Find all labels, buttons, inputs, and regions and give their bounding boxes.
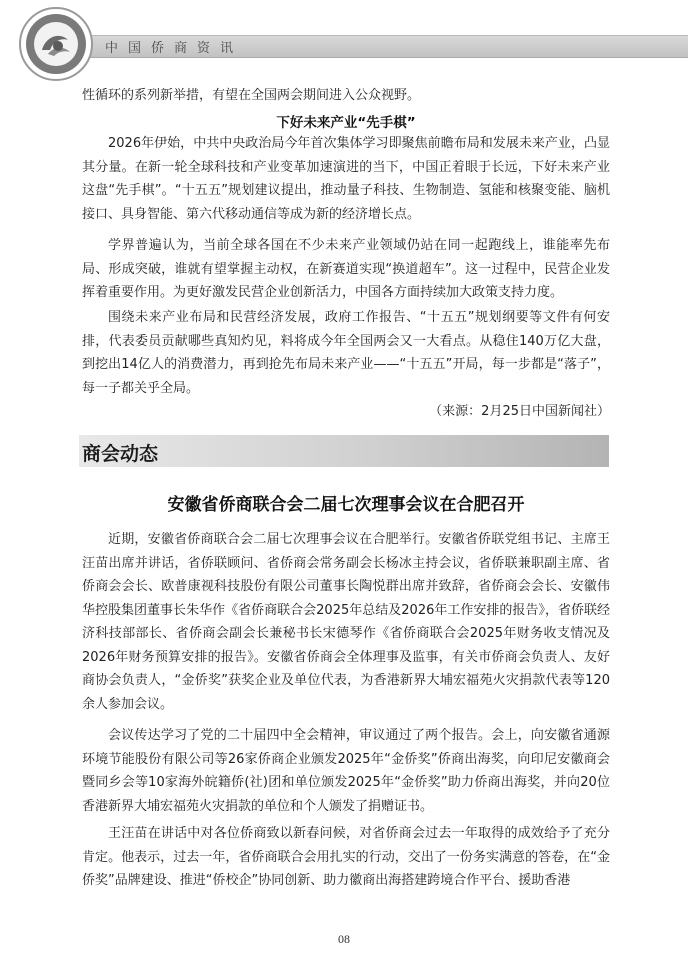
subsection-paragraph-3 [82, 306, 610, 424]
subsection-paragraph-2: 学界普遍认为，当前全球各国在不少未来产业领域仍站在同一起跑线上，谁能率先布局、形成突破，谁就有望掌握主动权，在新赛道实现“换道超车”。这一过程中，民营企业发挥着重要作用。为更好激发民营企业创新活力，中国各方面持续加大政策支持力度。 [82, 238, 610, 300]
article-title: 安徽省侨商联合会二届七次理事会议在合肥召开 [167, 495, 525, 515]
source-note: （来源：2月25日中国新闻社） [429, 404, 610, 419]
logo-emblem [18, 6, 94, 82]
header-title: 中国侨商资讯 [105, 41, 244, 56]
intro-line: 性循环的系列新举措，有望在全国两会期间进入公众视野。 [82, 88, 421, 103]
subsection-heading: 下好未来产业“先手棋” [276, 115, 416, 131]
section-title: 商会动态 [82, 443, 159, 465]
subsection-paragraph-1: 2026年伊始，中共中央政治局今年首次集体学习即聚焦前瞻布局和发展未来产业，凸显其分量。在新一轮全球科技和产业变革加速演进的当下，中国正着眼于长远，下好未来产业这盘“先手棋”。“十五五”规划建议提出，推动量子科技、生物制造、氢能和核聚变能、脑机接口、具身智能、第六代移动通信等成为新的经济增长点。 [82, 136, 610, 222]
page-number: 08 [338, 932, 350, 946]
article-paragraph-2: 会议传达学习了党的二十届四中全会精神，审议通过了两个报告。会上，向安徽省通源环境节能股份有限公司等26家侨商企业颁发2025年“金侨奖”侨商出海奖，向印尼安徽商会暨同乡会等10家海外皖籍侨(社)团和单位颁发2025年“金侨奖”助力侨商出海奖，并向20位香港新界大埔宏福苑火灾捐款的单位和个人颁发了捐赠证书。 [82, 728, 610, 814]
article-paragraph-1: 近期，安徽省侨商联合会二届七次理事会议在合肥举行。安徽省侨联党组书记、主席王汪苗出席并讲话，省侨联顾问、省侨商会常务副会长杨冰主持会议，省侨联兼职副主席、省侨商会会长、欧普康视科技股份有限公司董事长陶悦群出席并致辞，省侨商会会长、安徽伟华控股集团董事长朱华作《省侨商联合会2025年总结及2026年工作安排的报告》，省侨联经济科技部部长、省侨商会副会长兼秘书长宋德琴作《省侨商联合会2025年财务收支情况及2026年财务预算安排的报告》。安徽省侨商会全体理事及监事，有关市侨商会负责人、友好商协会负责人，“金侨奖”获奖企业及单位代表，为香港新界大埔宏福苑火灾捐款代表等120余人参加会议。 [82, 532, 610, 712]
subsection-paragraph-3-text: 围绕未来产业布局和民营经济发展，政府工作报告、“十五五”规划纲要等文件有何安排，代表委员贡献哪些真知灼见，料将成今年全国两会又一大看点。从稳住140万亿大盘，到挖出14亿人的消费潜力，再到抢先布局未来产业——“十五五”开局，每一步都是“落子”，每一子都关乎全局。 [82, 310, 610, 396]
article-paragraph-3: 王汪苗在讲话中对各位侨商致以新春问候，对省侨商会过去一年取得的成效给予了充分肯定。他表示，过去一年，省侨商联合会用扎实的行动，交出了一份务实满意的答卷，在“金侨奖”品牌建设、推进“侨校企”协同创新、助力徽商出海搭建跨境合作平台、援助香港 [82, 826, 610, 888]
section-bar [79, 435, 609, 467]
